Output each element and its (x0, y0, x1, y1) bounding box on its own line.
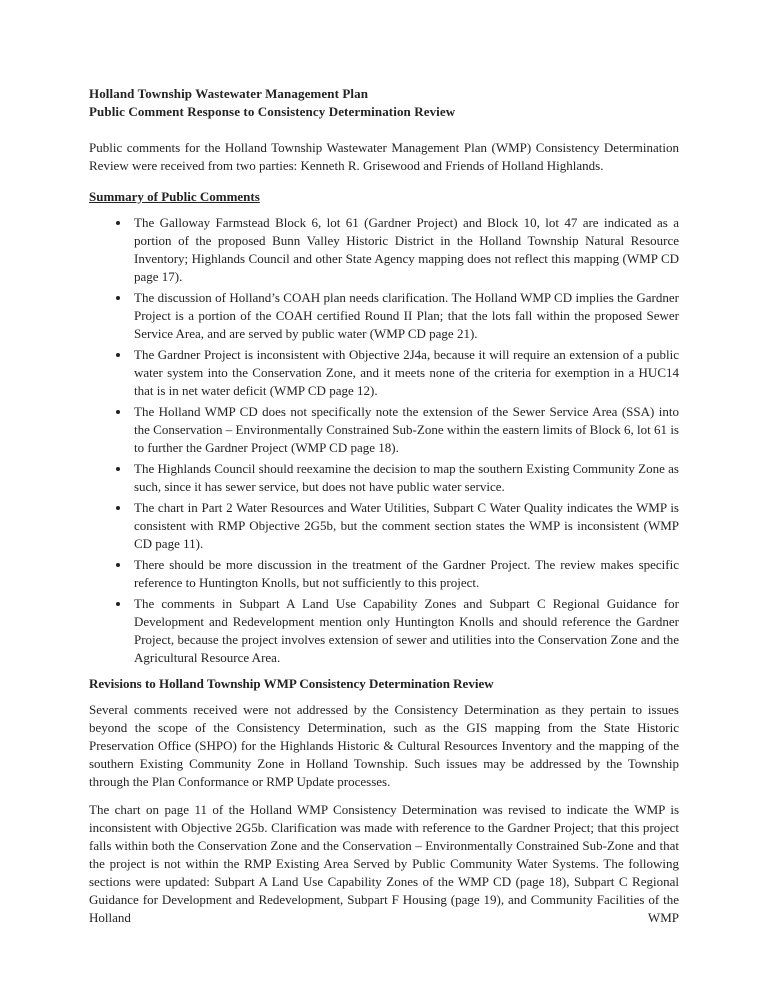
document-title (89, 85, 679, 121)
bullet-item-water-quality-chart: • The chart in Part 2 Water Resources and Water Utilities, Subpart C Water Quality indicates the WMP is consistent with RMP Objective 2G5b, but the comment section states the WMP is inconsistent (WMP CD page 11). (131, 499, 679, 553)
bullet-item-ssa-extension: • The Holland WMP CD does not specifically note the extension of the Sewer Service Area (SSA) into the Conservation – Environmentally Constrained Sub-Zone within the eastern limits of Block 6, lot 61 is to further the Gardner Project (WMP CD page 18). (131, 403, 679, 457)
bullet-item-gardner-discussion: • There should be more discussion in the treatment of the Gardner Project. The review makes specific reference to Huntington Knolls, but not sufficiently to this project. (131, 556, 679, 592)
summary-heading-text: Summary of Public Comments (89, 189, 260, 204)
document-title-line-1: Holland Township Wastewater Management Plan (89, 86, 369, 101)
revisions-heading: Revisions to Holland Township WMP Consistency Determination Review (89, 676, 494, 691)
revisions-paragraph-1: Several comments received were not addressed by the Consistency Determination as they pertain to issues beyond the scope of the Consistency Determination, such as the GIS mapping from the State Historic Preservation Office (SHPO) for the Highlands Historic & Cultural Resources Inventory and the mapping of the southern Existing Community Zone in Holland Township. Such issues may be addressed by the Township through the Plan Conformance or RMP Update processes. (89, 702, 679, 789)
summary-heading (89, 188, 679, 206)
bullet-item-coah-plan: • The discussion of Holland’s COAH plan needs clarification. The Holland WMP CD implies the Gardner Project is a portion of the COAH certified Round II Plan; that the lots fall within the proposed Sewer Service Area, and are served by public water (WMP CD page 21). (131, 289, 679, 343)
bullet-item-existing-community-zone: • The Highlands Council should reexamine the decision to map the southern Existing Community Zone as such, since it has sewer service, but does not have public water service. (131, 460, 679, 496)
bullet-item-galloway-farmstead: • The Galloway Farmstead Block 6, lot 61 (Gardner Project) and Block 10, lot 47 are indicated as a portion of the proposed Bunn Valley Historic District in the Holland Township Natural Resource Inventory; Highlands Council and other State Agency mapping does not reflect this mapping (WMP CD page 17). (131, 214, 679, 286)
document-title-line-2: Public Comment Response to Consistency Determination Review (89, 104, 456, 119)
intro-paragraph: Public comments for the Holland Township Wastewater Management Plan (WMP) Consistency Determination Review were received from two parties: Kenneth R. Grisewood and Friends of Holland Highlands. (89, 140, 679, 173)
public-comments-bullet-list (89, 214, 679, 667)
bullet-item-subpart-comments: • The comments in Subpart A Land Use Capability Zones and Subpart C Regional Guidance for Development and Redevelopment mention only Huntington Knolls and should reference the Gardner Project, because the project involves extension of sewer and utilities into the Conservation Zone and the Agricultural Resource Area. (131, 595, 679, 667)
bullet-item-objective-2j4a: • The Gardner Project is inconsistent with Objective 2J4a, because it will require an extension of a public water system into the Conservation Zone, and it meets none of the criteria for exemption in a HUC14 that is in net water deficit (WMP CD page 12). (131, 346, 679, 400)
revisions-paragraph-2: The chart on page 11 of the Holland WMP Consistency Determination was revised to indicate the WMP is inconsistent with Objective 2G5b. Clarification was made with reference to the Gardner Project; that this project falls within both the Conservation Zone and the Conservation – Environmentally Constrained Sub-Zone and that the project is not within the RMP Existing Area Served by Public Community Water Systems. The following sections were updated: Subpart A Land Use Capability Zones of the WMP CD (page 18), Subpart C Regional Guidance for Development and Redevelopment, Subpart F Housing (page 19), and Community Facilities of the Holland WMP (89, 802, 679, 925)
